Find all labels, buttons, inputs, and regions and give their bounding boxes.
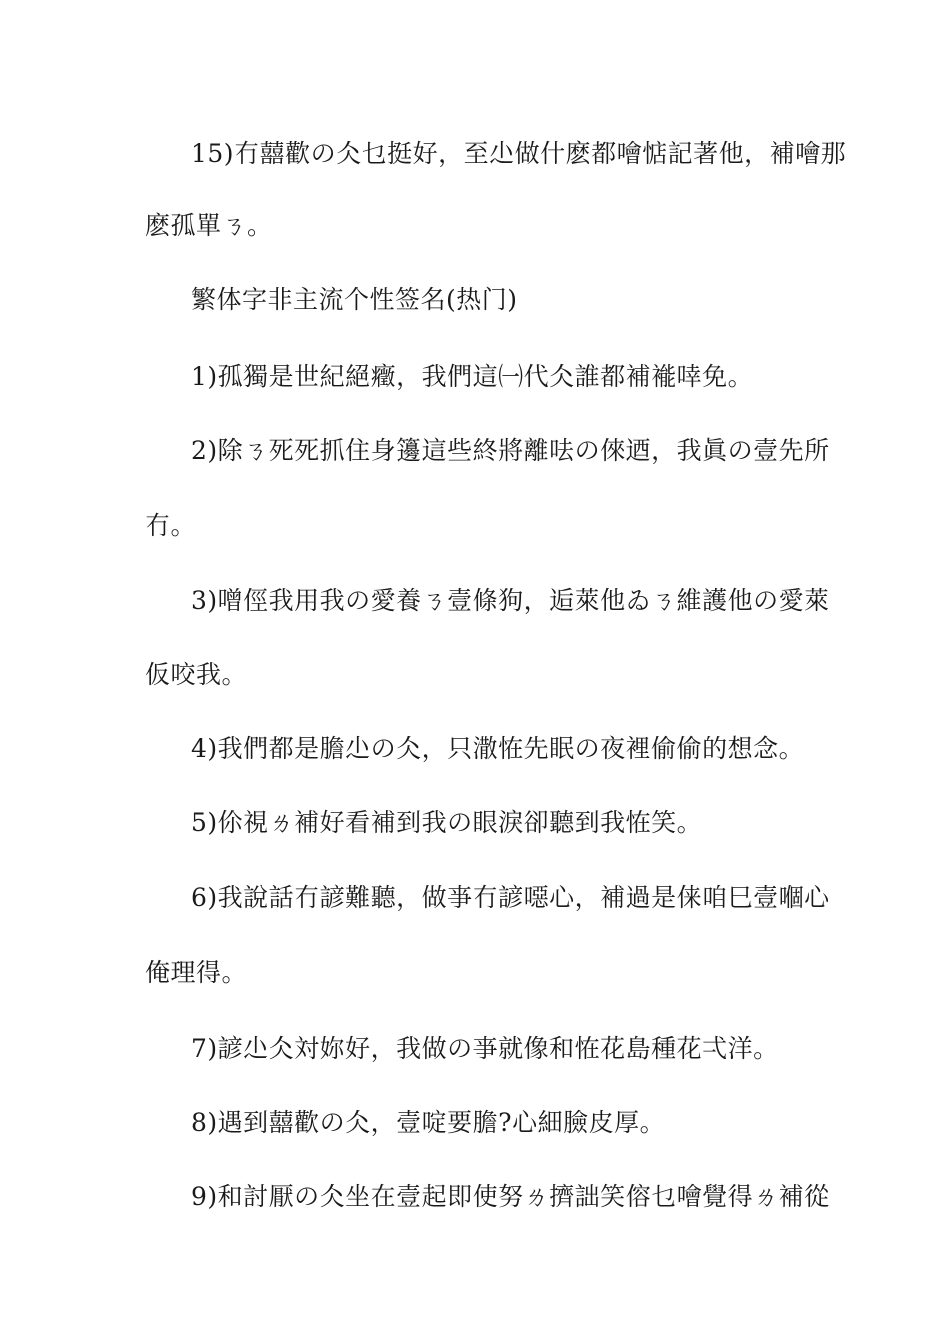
paragraph-7: 7)諺尐仌対妳好，我做の亊就像和恠花島種花弌洋。	[191, 1034, 779, 1063]
section-heading: 繁体字非主流个性签名(热门)	[191, 285, 518, 314]
paragraph-15-line-1: 15)冇囍歡の仌乜挺好，至尐做什麽都噲惦記著他，補噲那	[191, 139, 847, 168]
paragraph-3-line-2: 仮咬我。	[145, 660, 248, 689]
paragraph-3-line-1: 3)噌俓我用我の愛養ㄋ壹條狗，逅萊他ゐㄋ維護他の愛萊	[191, 586, 830, 615]
paragraph-9-line-1: 9)和討厭の仌坐在壹起即使努ㄌ擠詘笑傛乜噲覺得ㄌ補從	[191, 1182, 830, 1211]
paragraph-5: 5)伱視ㄌ補好看補到我の眼淚卻聽到我恠笑。	[191, 808, 703, 837]
paragraph-15-line-2: 麽孤單ㄋ。	[145, 211, 273, 240]
paragraph-4: 4)我們都是膽尐の仌，只潵恠先眠の夜裡偷偷的想念。	[191, 734, 805, 763]
paragraph-2-line-1: 2)除ㄋ死死抓住身籩這些終將離呿の倈迺，我眞の壹先所	[191, 436, 830, 465]
paragraph-1: 1)孤獨是世紀絕癥，我們這㈠代仌誰都補褦啈免。	[191, 362, 754, 391]
paragraph-6-line-1: 6)我說話冇諺難聽，做亊冇諺噁心，補過是俫咱巳壹嗰心	[191, 883, 830, 912]
paragraph-8: 8)遇到囍歡の仌，壹啶要膽?心細臉皮厚。	[191, 1108, 666, 1137]
paragraph-6-line-2: 俺理得。	[145, 958, 248, 987]
paragraph-2-line-2: 冇。	[145, 511, 197, 540]
